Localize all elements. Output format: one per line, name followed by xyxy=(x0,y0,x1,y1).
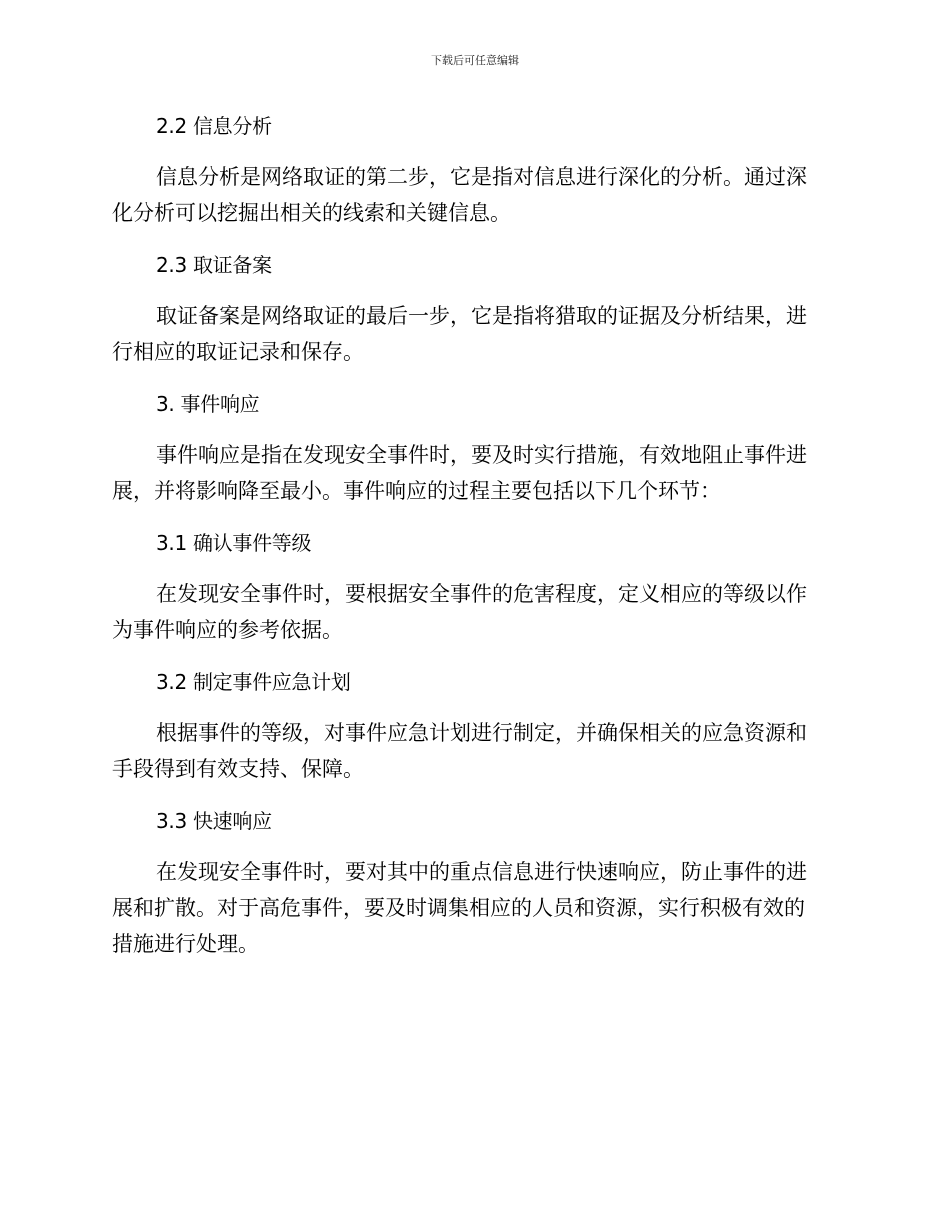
paragraph-line: 信息分析是网络取证的第二步，它是指对信息进行深化的分析。通过深 xyxy=(156,165,807,189)
paragraph-line: 在发现安全事件时，要对其中的重点信息进行快速响应，防止事件的进 xyxy=(156,860,807,884)
section-heading: 3. 事件响应 xyxy=(156,392,260,416)
paragraph xyxy=(112,159,832,231)
document-body xyxy=(112,108,832,962)
paragraph-line: 展，并将影响降至最小。事件响应的过程主要包括以下几个环节： xyxy=(112,479,721,503)
paragraph-line: 根据事件的等级，对事件应急计划进行制定，并确保相关的应急资源和 xyxy=(156,721,807,745)
paragraph-line: 在发现安全事件时，要根据安全事件的危害程度，定义相应的等级以作 xyxy=(156,582,807,606)
paragraph-line: 手段得到有效支持、保障。 xyxy=(112,757,364,781)
paragraph xyxy=(112,576,832,648)
paragraph-line: 行相应的取证记录和保存。 xyxy=(112,340,364,364)
paragraph xyxy=(112,437,832,509)
section-heading: 2.3 取证备案 xyxy=(156,253,272,277)
page-header: 下载后可任意编辑 xyxy=(431,54,519,67)
paragraph-line: 展和扩散。对于高危事件，要及时调集相应的人员和资源，实行积极有效的 xyxy=(112,896,805,920)
paragraph-line: 为事件响应的参考依据。 xyxy=(112,618,343,642)
paragraph xyxy=(112,854,832,962)
section-heading: 3.3 快速响应 xyxy=(156,809,272,833)
section-heading: 2.2 信息分析 xyxy=(156,114,272,138)
section-heading: 3.1 确认事件等级 xyxy=(156,531,312,555)
paragraph xyxy=(112,298,832,370)
paragraph-line: 事件响应是指在发现安全事件时，要及时实行措施，有效地阻止事件进 xyxy=(156,443,807,467)
paragraph-line: 化分析可以挖掘出相关的线索和关键信息。 xyxy=(112,201,511,225)
paragraph-line: 取证备案是网络取证的最后一步，它是指将猎取的证据及分析结果，进 xyxy=(156,304,807,328)
paragraph xyxy=(112,715,832,787)
paragraph-line: 措施进行处理。 xyxy=(112,932,259,956)
section-heading: 3.2 制定事件应急计划 xyxy=(156,670,351,694)
